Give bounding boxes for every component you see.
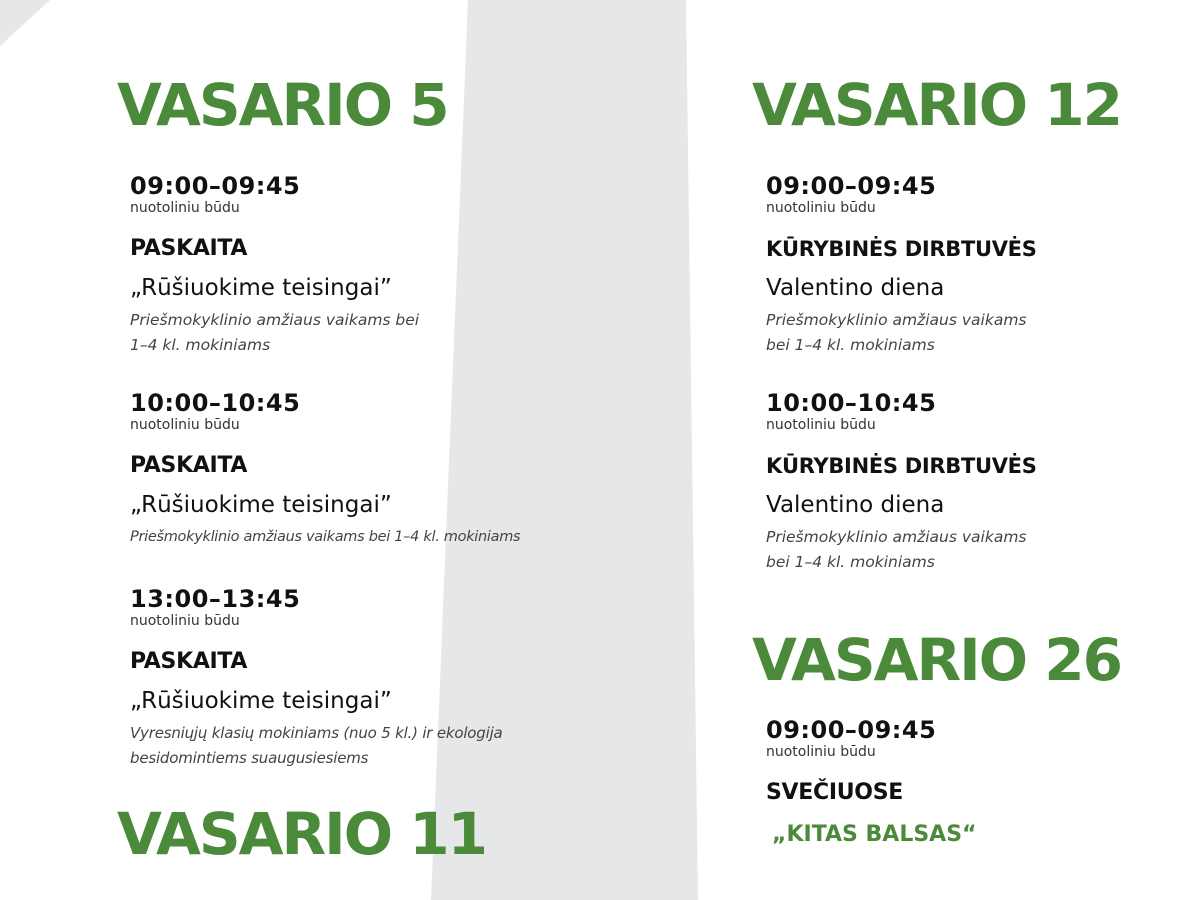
session-title: „Rūšiuokime teisingai” — [130, 492, 392, 518]
corner-triangle — [0, 0, 50, 46]
guest-name: „KITAS BALSAS“ — [772, 822, 977, 847]
session-block — [130, 173, 610, 358]
session-mode: nuotoliniu būdu — [766, 744, 876, 760]
date-heading-vasario-26: VASARIO 26 — [752, 626, 1121, 694]
session-time: 09:00–09:45 — [766, 172, 937, 200]
session-block — [766, 390, 1186, 575]
audience-line: Vyresniųjų klasių mokiniams (nuo 5 kl.) ir ekologija — [130, 724, 503, 742]
audience-line: bei 1–4 kl. mokiniams — [766, 336, 935, 354]
audience-line: Priešmokyklinio amžiaus vaikams bei 1–4 kl. mokiniams — [130, 529, 521, 545]
session-mode: nuotoliniu būdu — [130, 417, 240, 433]
audience-line: Priešmokyklinio amžiaus vaikams bei — [130, 311, 420, 329]
session-block — [766, 717, 1186, 848]
session-type: PASKAITA — [130, 453, 248, 478]
session-time: 10:00–10:45 — [766, 389, 937, 417]
session-title: Valentino diena — [766, 275, 945, 301]
date-heading-vasario-11: VASARIO 11 — [117, 800, 486, 868]
session-block — [130, 586, 600, 771]
session-mode: nuotoliniu būdu — [130, 200, 240, 216]
session-title: „Rūšiuokime teisingai” — [130, 275, 392, 301]
session-block — [130, 390, 600, 550]
date-heading-vasario-12: VASARIO 12 — [752, 71, 1121, 139]
session-type: PASKAITA — [130, 649, 248, 674]
session-time: 13:00–13:45 — [130, 585, 301, 613]
session-time: 09:00–09:45 — [130, 172, 301, 200]
session-mode: nuotoliniu būdu — [130, 613, 240, 629]
session-block — [766, 173, 1186, 358]
audience-line: besidomintiems suaugusiesiems — [130, 749, 369, 767]
session-audience — [766, 525, 1186, 575]
session-audience — [130, 525, 600, 550]
session-time: 09:00–09:45 — [766, 716, 937, 744]
session-audience — [766, 308, 1186, 358]
session-type: SVEČIUOSE — [766, 780, 903, 805]
session-type: KŪRYBINĖS DIRBTUVĖS — [766, 237, 1037, 261]
session-title: Valentino diena — [766, 492, 945, 518]
date-heading-vasario-5: VASARIO 5 — [117, 71, 448, 139]
audience-line: Priešmokyklinio amžiaus vaikams — [766, 528, 1027, 546]
audience-line: Priešmokyklinio amžiaus vaikams — [766, 311, 1027, 329]
session-audience — [130, 721, 600, 771]
audience-line: 1–4 kl. mokiniams — [130, 336, 271, 354]
audience-line: bei 1–4 kl. mokiniams — [766, 553, 935, 571]
session-time: 10:00–10:45 — [130, 389, 301, 417]
session-mode: nuotoliniu būdu — [766, 200, 876, 216]
session-title: „Rūšiuokime teisingai” — [130, 688, 392, 714]
session-mode: nuotoliniu būdu — [766, 417, 876, 433]
session-type: PASKAITA — [130, 236, 248, 261]
session-type: KŪRYBINĖS DIRBTUVĖS — [766, 454, 1037, 478]
session-audience — [130, 308, 610, 358]
